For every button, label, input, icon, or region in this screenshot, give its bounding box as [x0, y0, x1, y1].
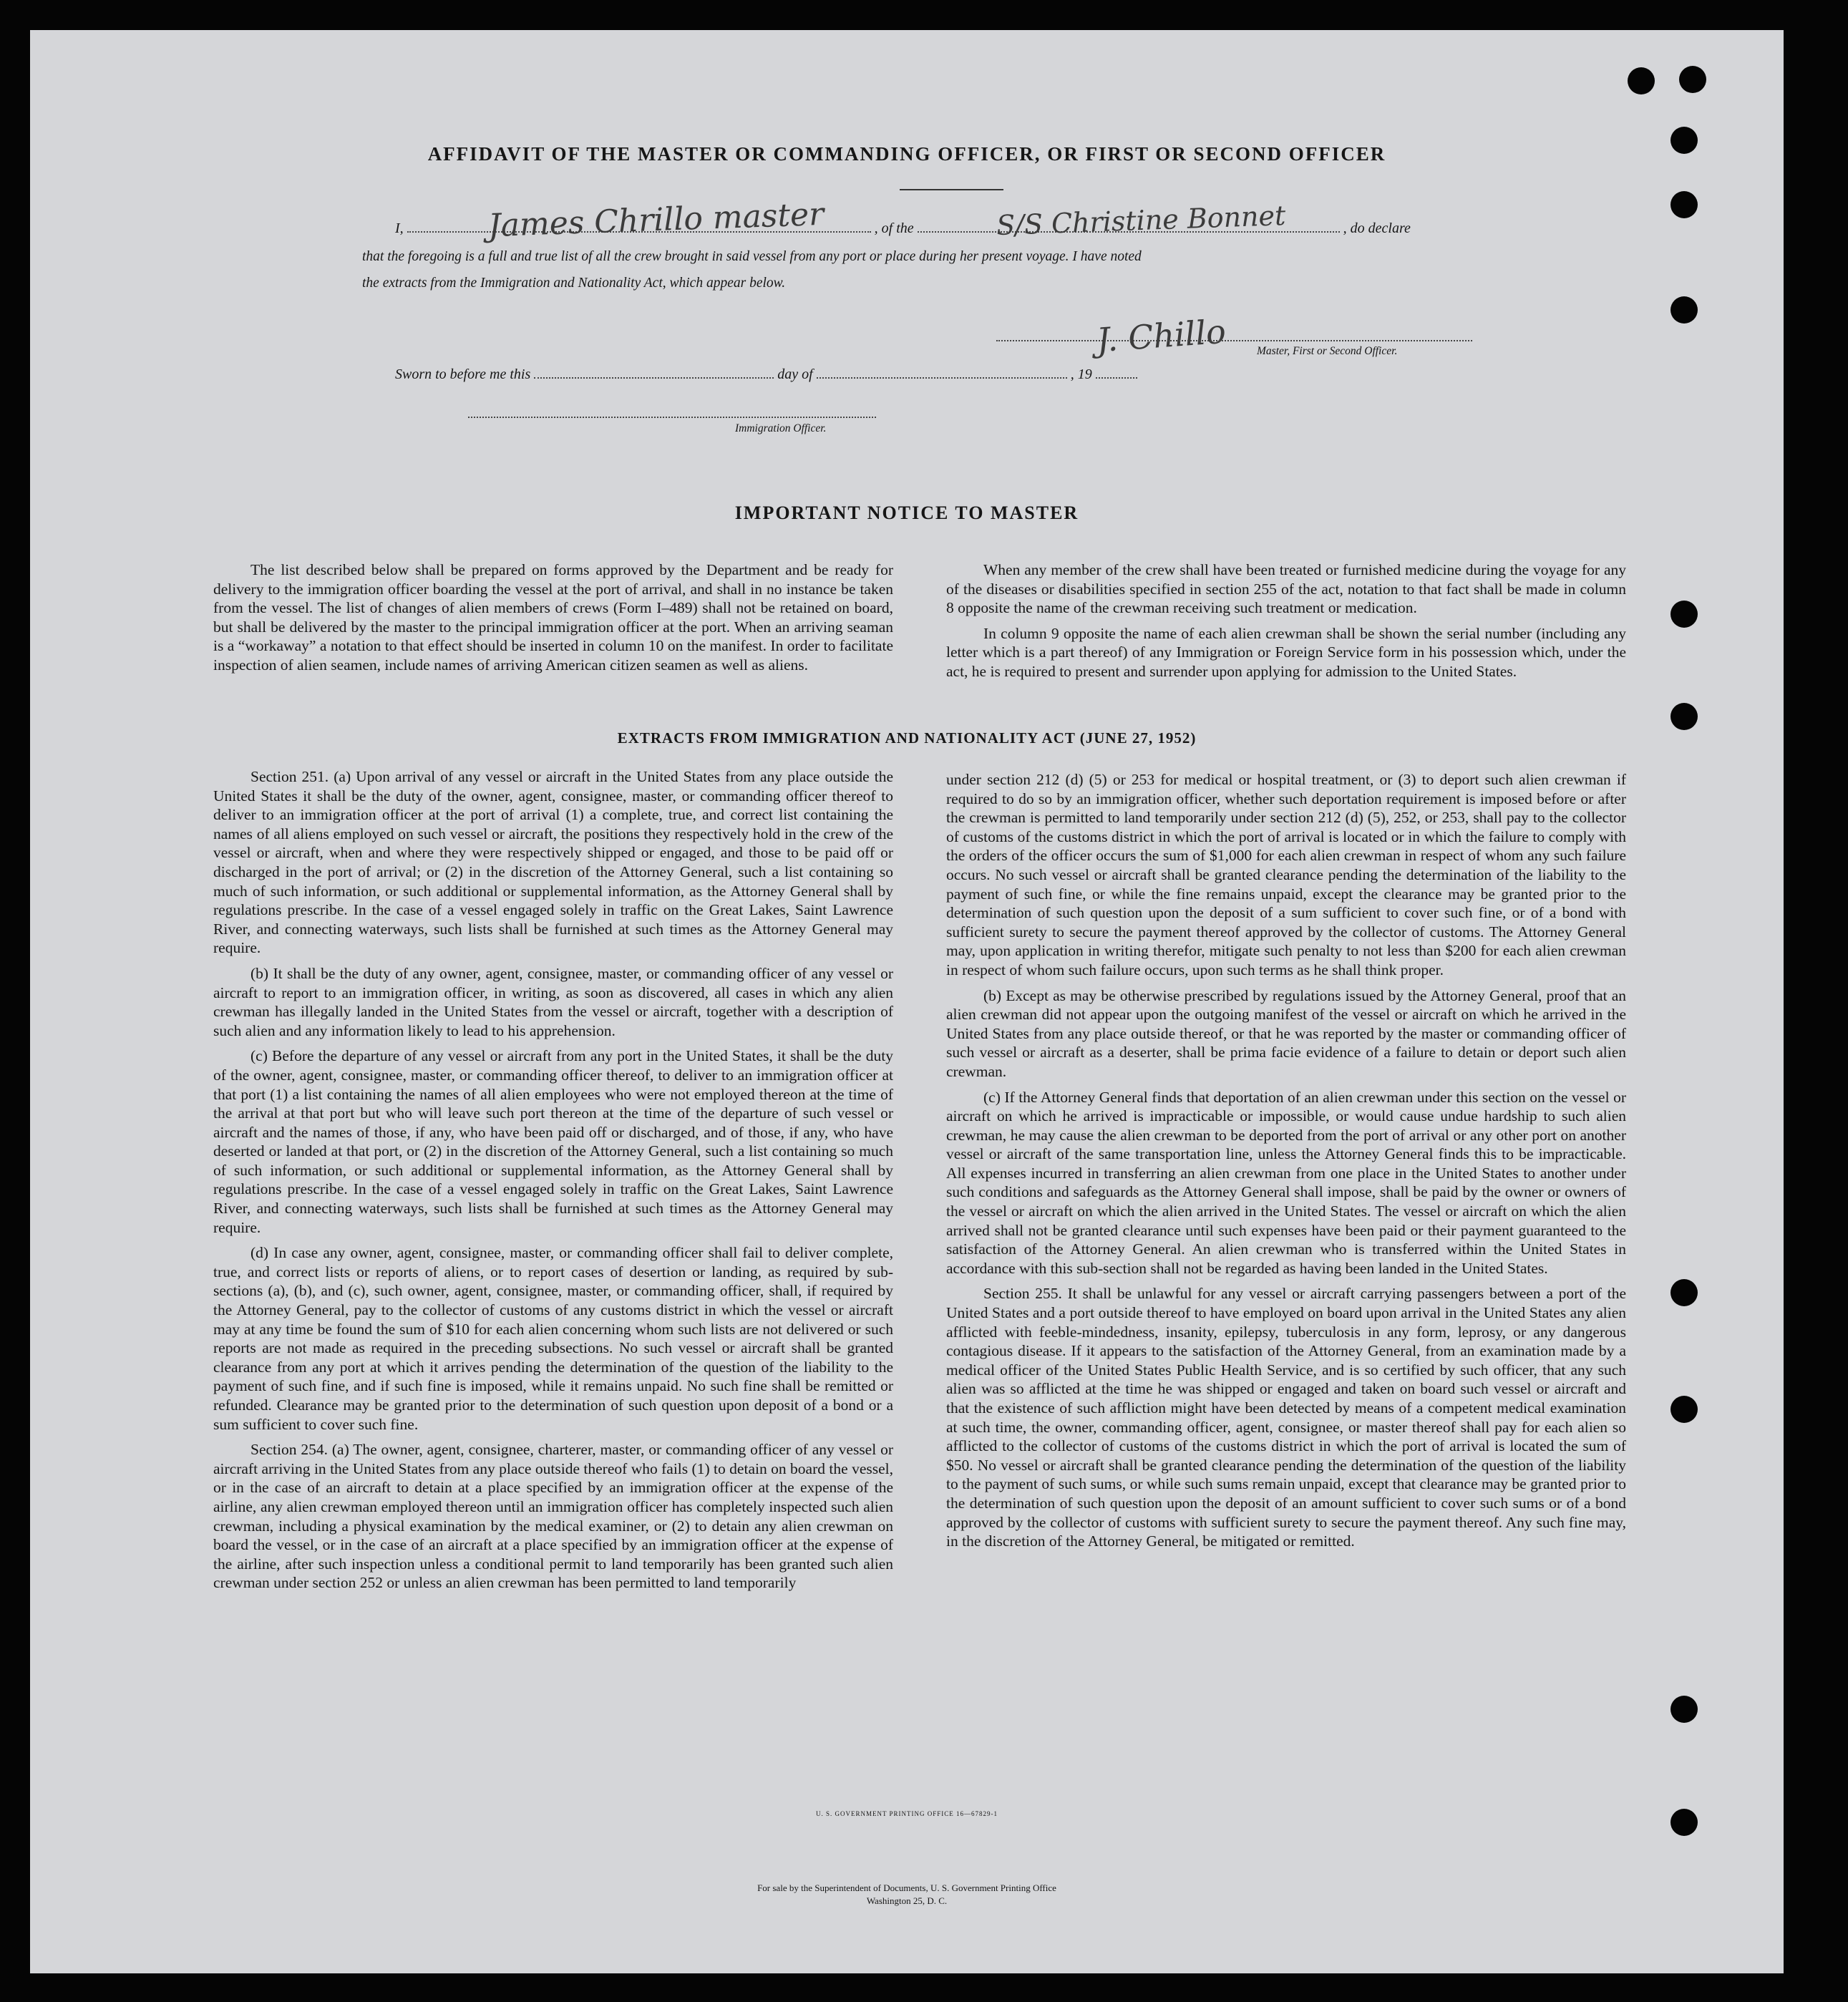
extracts-title: EXTRACTS FROM IMMIGRATION AND NATIONALITY ACT (JUNE 27, 1952)	[617, 729, 1197, 747]
punch-hole	[1628, 67, 1655, 94]
of-the-label: , of the	[874, 220, 914, 236]
section-251-b: (b) It shall be the duty of any owner, agent, consignee, master, or commanding officer of any vessel or aircraft to report to an immigration officer, in writing, as soon as discovered, all cases in which any alien crewman has illegally landed in the United States from the vessel or aircraft, together with a description of such alien and any information likely to lead to his apprehension.	[213, 964, 893, 1039]
do-declare-label: , do declare	[1343, 220, 1411, 236]
punch-hole	[1671, 703, 1698, 730]
section-254-a: Section 254. (a) The owner, agent, consignee, charterer, master, or commanding officer of any vessel or aircraft arriving in the United States from any place outside thereof who fails (1) to detain on board the vessel, or in the case of an aircraft to detain at a place specified by an immigration officer at the expense of the airline, any alien crewman employed thereon until an immigration officer has completely inspected such alien crewman, including a physical examination by the medical examiner, or (2) to detain any alien crewman on board the vessel, or in the case of an aircraft at a place specified by an immigration officer at the expense of the airline, after such inspection unless a conditional permit to land temporarily has been granted such alien crewman under section 252 or unless an alien crewman has been permitted to land temporarily	[213, 1441, 893, 1592]
declaration-line-3: the extracts from the Immigration and Nationality Act, which appear below.	[362, 276, 786, 291]
affidavit-title: AFFIDAVIT OF THE MASTER OR COMMANDING OFFICER, OR FIRST OR SECOND OFFICER	[427, 143, 1386, 165]
vessel-name-handwritten: S/S Christine Bonnet	[996, 199, 1286, 242]
sworn-label: Sworn to before me this	[395, 366, 531, 382]
punch-hole	[1671, 601, 1698, 628]
declaration-line-2: that the foregoing is a full and true list of all the crew brought in said vessel from any port or place during her present voyage. I have noted	[362, 249, 1142, 264]
gpo-imprint: U. S. GOVERNMENT PRINTING OFFICE 16—67829-1	[815, 1810, 998, 1817]
sworn-month-blank	[817, 377, 1067, 379]
punch-hole	[1679, 66, 1706, 93]
punch-hole	[1671, 1696, 1698, 1723]
document-page	[30, 30, 1784, 1973]
notice-right-column	[946, 560, 1626, 688]
section-251-c: (c) Before the departure of any vessel or aircraft from any port in the United States, it shall be the duty of the owner, agent, consignee, master, or commanding officer thereof, to deliver to an immigration officer at that port (1) a list containing the names of all alien employees who were not employed thereon at the time of the arrival at that port but who will leave such port thereon at the time of the departure of such vessel or aircraft and the names of those, if any, who have been paid off or discharged, and of those, if any, who have deserted or landed at that port, or (2) in the discretion of the Attorney General, such a list containing so much of such information, or such additional or supplemental information, as the Attorney General shall by regulations prescribe. In the case of a vessel engaged solely in traffic on the Great Lakes, Saint Lawrence River, and connecting waterways, such lists shall be furnished at such times as the Attorney General may require.	[213, 1047, 893, 1236]
punch-hole	[1671, 191, 1698, 218]
section-251-d: (d) In case any owner, agent, consignee, master, or commanding officer shall fail to deliver complete, true, and correct lists or reports of aliens, or to report cases of desertion or landing, as required by sub-sections (a), (b), and (c), such owner, agent, consignee, master, or commanding officer, shall, if required by the Attorney General, pay to the collector of customs of any customs district in which the vessel or aircraft may at any time be found the sum of $10 for each alien concerning whom such lists are not delivered or such reports are not made as required in the preceding subsections. No such vessel or aircraft shall be granted clearance from any port at which it arrives pending the determination of the question of the liability to the payment of such fine, and if such fine is imposed, while it remains unpaid. No such fine shall be remitted or refunded. Clearance may be granted prior to the determination of such question upon deposit of a bond or a sum sufficient to cover such fine.	[213, 1244, 893, 1433]
notice-right-paragraph-1: When any member of the crew shall have been treated or furnished medicine during the voyage for any of the diseases or disabilities specified in section 255 of the act, notation to that fact shall be made in column 8 opposite the name of the crewman receiving such treatment or medication.	[946, 561, 1626, 617]
section-254-b: (b) Except as may be otherwise prescribed by regulations issued by the Attorney General, proof that an alien crewman did not appear upon the outgoing manifest of the vessel or aircraft on which he arrived in the United States from any place outside thereof, or that he was reported by the master or commanding officer of such vessel or aircraft as a deserter, shall be prima facie evidence of a failure to detain or deport such alien crewman.	[946, 986, 1626, 1080]
notice-title: IMPORTANT NOTICE TO MASTER	[734, 502, 1079, 523]
sale-notice-line-1: For sale by the Superintendent of Documents, U. S. Government Printing Office	[757, 1882, 1056, 1893]
day-of-label: day of	[777, 366, 813, 382]
section-251-a: Section 251. (a) Upon arrival of any vessel or aircraft in the United States from any place outside the United States it shall be the duty of the owner, agent, consignee, master, or commanding officer thereof to deliver to an immigration officer at the port of arrival (1) a complete, true, and correct list containing the names of all aliens employed on such vessel or aircraft, the positions they respectively hold in the crew of the vessel or aircraft, when and where they were respectively shipped or engaged, and those to be paid off or discharged in the port of arrival; or (2) in the discretion of the Attorney General, such a list containing so much of such information, or such additional or supplemental information, as the Attorney General shall by regulations prescribe. In the case of a vessel engaged solely in traffic on the Great Lakes, Saint Lawrence River, and connecting waterways, such lists shall be furnished at such times as the Attorney General may require.	[213, 768, 893, 957]
signature-caption: Master, First or Second Officer.	[1257, 345, 1398, 357]
notice-left-paragraph: The list described below shall be prepared on forms approved by the Department and be ready for delivery to the immigration officer boarding the vessel at the port of arrival, and shall in no instance be taken from the vessel. The list of changes of alien members of crews (Form I–489) shall not be retained on board, but shall be delivered by the master to the principal immigration officer at the port. When an arriving seaman is a “workaway” a notation to that effect should be inserted in column 10 on the manifest. In order to facilitate inspection of alien seamen, include names of arriving American citizen seamen as well as aliens.	[213, 561, 893, 674]
i-label: I,	[395, 220, 404, 236]
title-rule	[900, 189, 1003, 190]
extracts-left-column	[213, 767, 893, 1599]
section-254-c: (c) If the Attorney General finds that deportation of an alien crewman under this section on the vessel or aircraft on which he arrived is impracticable or impossible, or would cause undue hardship to such alien crewman, he may cause the alien crewman to be deported from the port of arrival or any other port on another vessel or aircraft of the same transportation line, unless the Attorney General finds this to be impracticable. All expenses incurred in transferring an alien crewman from one place in the United States to another under such conditions and safeguards as the Attorney General shall impose, shall be paid by the owner or owners of the vessel or aircraft on which the alien arrived in the United States. The vessel or aircraft on which the alien arrived shall not be granted clearance until such expenses have been paid or their payment guaranteed to the satisfaction of the Attorney General. An alien crewman who is transferred within the United States in accordance with this sub-section shall not be regarded as having been landed in the United States.	[946, 1088, 1626, 1277]
signature-handwritten: J. Chillo	[1095, 311, 1227, 360]
sworn-year-blank	[1096, 377, 1137, 379]
officer-caption: Immigration Officer.	[735, 422, 827, 434]
punch-hole	[1671, 296, 1698, 324]
officer-line	[468, 417, 876, 418]
year-label: , 19	[1070, 366, 1092, 382]
sale-notice-line-2: Washington 25, D. C.	[866, 1895, 948, 1906]
notice-left-column	[213, 560, 893, 681]
notice-right-paragraph-2: In column 9 opposite the name of each alien crewman shall be shown the serial number (including any letter which is a part thereof) of any Immigration or Foreign Service form in his possession which, under the act, he is required to present and surrender upon applying for admission to the United States.	[946, 624, 1626, 680]
section-254-a-continued: under section 212 (d) (5) or 253 for medical or hospital treatment, or (3) to deport such alien crewman if required to do so by an immigration officer, whether such deportation requirement is imposed before or after the crewman is permitted to land temporarily under section 212 (d) (5), 252, or 253, shall pay to the collector of customs of the customs district in which the port of arrival is located or in which the failure to comply with the orders of the officer occurs the sum of $1,000 for each alien crewman in respect of whom any such failure occurs. No such vessel or aircraft shall be granted clearance pending the determination of the liability to the payment of such fine, or while the fine remains unpaid, except the clearance may be granted prior to the determination of such question upon the deposit of a sum sufficient to cover such fine, or of a bond with sufficient surety to secure the payment thereof approved by the collector of customs. The Attorney General may, upon application in writing therefor, mitigate such penalty to not less than $200 for each alien crewman in respect of whom such failure occurs, upon such terms as he shall think proper.	[946, 771, 1626, 978]
master-name-handwritten: James Chrillo master	[487, 195, 825, 245]
signature-line	[996, 340, 1472, 341]
punch-hole	[1671, 1396, 1698, 1423]
extracts-right-column	[946, 770, 1626, 1558]
sworn-line	[395, 366, 1137, 383]
sworn-day-blank	[534, 377, 774, 379]
section-255: Section 255. It shall be unlawful for any vessel or aircraft carrying passengers between a port of the United States and a port outside thereof to have employed on board upon arrival in the United States any alien afflicted with feeble-mindedness, insanity, epilepsy, tuberculosis in any form, leprosy, or any dangerous contagious disease. If it appears to the satisfaction of the Attorney General, from an examination made by a medical officer of the United States Public Health Service, and is so certified by such officer, that any such alien was so afflicted at the time he was shipped or engaged and taken on board such vessel or aircraft and that the existence of such affliction might have been detected by means of a competent medical examination at such time, the owner, commanding officer, agent, consignee, or master thereof shall pay for each alien so afflicted to the collector of customs of the customs district in which the port of arrival is located the sum of $50. No vessel or aircraft shall be granted clearance pending the determination of the question of the liability to the payment of such sums, or while such sums remain unpaid, except that clearance may be granted prior to the determination of such question upon the deposit of an amount sufficient to cover such sums or of a bond approved by the collector of customs with sufficient surety to secure the payment thereof. Any such fine may, in the discretion of the Attorney General, be mitigated or remitted.	[946, 1285, 1626, 1550]
punch-hole	[1671, 1279, 1698, 1306]
